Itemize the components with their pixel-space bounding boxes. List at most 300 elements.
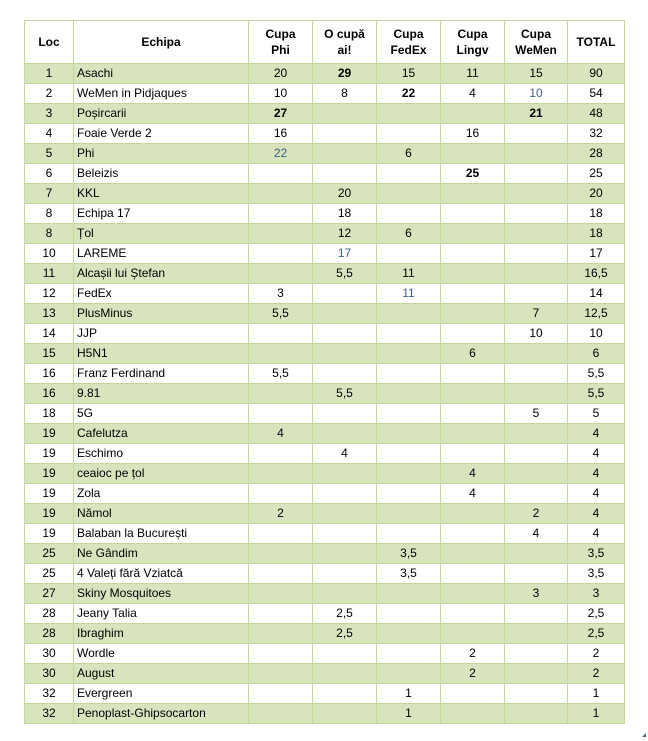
total-cell: 17 (568, 244, 625, 264)
o-cupa-ai-score-cell: 5,5 (313, 264, 377, 284)
cupa-lingv-score-cell: 11 (441, 64, 505, 84)
cupa-fedex-score-cell (377, 424, 441, 444)
rank-cell: 25 (25, 544, 74, 564)
cupa-phi-score-cell (249, 704, 313, 724)
o-cupa-ai-score-cell: 8 (313, 84, 377, 104)
rank-cell: 12 (25, 284, 74, 304)
cupa-phi-score-cell (249, 264, 313, 284)
team-name-cell: 4 Valeți fără Vziatcă (74, 564, 249, 584)
cupa-lingv-score-cell (441, 244, 505, 264)
cupa-phi-score-cell: 3 (249, 284, 313, 304)
o-cupa-ai-score-cell: 2,5 (313, 624, 377, 644)
table-row (25, 524, 625, 544)
header-total: TOTAL (568, 21, 625, 64)
cupa-lingv-score-cell (441, 564, 505, 584)
cupa-lingv-score-cell: 25 (441, 164, 505, 184)
table-row (25, 64, 625, 84)
cupa-fedex-score-cell (377, 204, 441, 224)
header-cupa-lingv (441, 21, 505, 64)
cupa-wemen-score-cell (505, 544, 568, 564)
o-cupa-ai-score-cell (313, 424, 377, 444)
cupa-wemen-score-cell (505, 444, 568, 464)
rank-cell: 25 (25, 564, 74, 584)
rank-cell: 18 (25, 404, 74, 424)
rank-cell: 30 (25, 664, 74, 684)
cupa-fedex-score-cell (377, 464, 441, 484)
total-cell: 14 (568, 284, 625, 304)
cupa-fedex-score-cell: 22 (377, 84, 441, 104)
header-cupa-wemen (505, 21, 568, 64)
cupa-phi-score-cell (249, 524, 313, 544)
table-row (25, 324, 625, 344)
total-cell: 54 (568, 84, 625, 104)
cupa-lingv-score-cell: 16 (441, 124, 505, 144)
team-name-cell: 9.81 (74, 384, 249, 404)
o-cupa-ai-score-cell (313, 664, 377, 684)
o-cupa-ai-score-cell (313, 404, 377, 424)
rank-cell: 19 (25, 444, 74, 464)
cupa-lingv-score-cell (441, 444, 505, 464)
rank-cell: 19 (25, 484, 74, 504)
cupa-phi-score-cell: 22 (249, 144, 313, 164)
cupa-lingv-score-cell: 2 (441, 664, 505, 684)
cupa-phi-score-cell (249, 404, 313, 424)
rank-cell: 6 (25, 164, 74, 184)
team-name-cell: Ibraghim (74, 624, 249, 644)
standings-body (25, 64, 625, 724)
table-row (25, 404, 625, 424)
o-cupa-ai-score-cell: 17 (313, 244, 377, 264)
total-cell: 4 (568, 524, 625, 544)
o-cupa-ai-score-cell (313, 564, 377, 584)
cupa-fedex-score-cell: 11 (377, 264, 441, 284)
total-cell: 12,5 (568, 304, 625, 324)
cupa-fedex-score-cell (377, 364, 441, 384)
team-name-cell: Asachi (74, 64, 249, 84)
rank-cell: 28 (25, 604, 74, 624)
total-cell: 3,5 (568, 544, 625, 564)
cupa-phi-score-cell: 16 (249, 124, 313, 144)
table-row (25, 544, 625, 564)
cupa-lingv-score-cell (441, 384, 505, 404)
table-row (25, 584, 625, 604)
cupa-wemen-score-cell: 4 (505, 524, 568, 544)
table-row (25, 344, 625, 364)
team-name-cell: JJP (74, 324, 249, 344)
cupa-phi-score-cell (249, 644, 313, 664)
cupa-wemen-score-cell (505, 344, 568, 364)
o-cupa-ai-score-cell (313, 344, 377, 364)
total-cell: 32 (568, 124, 625, 144)
cupa-fedex-score-cell: 15 (377, 64, 441, 84)
table-row (25, 124, 625, 144)
o-cupa-ai-score-cell (313, 144, 377, 164)
cupa-phi-score-cell (249, 384, 313, 404)
cupa-fedex-score-cell: 11 (377, 284, 441, 304)
cupa-lingv-score-cell: 4 (441, 464, 505, 484)
team-name-cell: Jeany Talia (74, 604, 249, 624)
cupa-lingv-score-cell (441, 324, 505, 344)
team-name-cell: H5N1 (74, 344, 249, 364)
header-line: Cupa (265, 27, 296, 41)
header-o-cupa-ai (313, 21, 377, 64)
cupa-wemen-score-cell (505, 204, 568, 224)
cupa-phi-score-cell (249, 184, 313, 204)
cupa-fedex-score-cell: 6 (377, 144, 441, 164)
o-cupa-ai-score-cell: 29 (313, 64, 377, 84)
cupa-wemen-score-cell: 7 (505, 304, 568, 324)
o-cupa-ai-score-cell (313, 704, 377, 724)
total-cell: 4 (568, 444, 625, 464)
cupa-wemen-score-cell (505, 424, 568, 444)
table-row (25, 224, 625, 244)
cupa-wemen-score-cell (505, 364, 568, 384)
header-line: WeMen (515, 43, 557, 57)
o-cupa-ai-score-cell (313, 284, 377, 304)
table-row (25, 564, 625, 584)
header-line: ai! (337, 43, 352, 57)
cupa-lingv-score-cell (441, 204, 505, 224)
cupa-phi-score-cell (249, 604, 313, 624)
cupa-phi-score-cell (249, 224, 313, 244)
rank-cell: 3 (25, 104, 74, 124)
o-cupa-ai-score-cell (313, 684, 377, 704)
table-row (25, 504, 625, 524)
header-line: Cupa (457, 27, 488, 41)
cupa-wemen-score-cell (505, 664, 568, 684)
cupa-lingv-score-cell: 4 (441, 84, 505, 104)
cupa-fedex-score-cell (377, 164, 441, 184)
cupa-phi-score-cell: 4 (249, 424, 313, 444)
cupa-wemen-score-cell (505, 484, 568, 504)
total-cell: 2,5 (568, 624, 625, 644)
o-cupa-ai-score-cell (313, 324, 377, 344)
cupa-phi-score-cell: 2 (249, 504, 313, 524)
cupa-lingv-score-cell (441, 104, 505, 124)
cupa-fedex-score-cell: 3,5 (377, 544, 441, 564)
table-row (25, 704, 625, 724)
cupa-fedex-score-cell (377, 644, 441, 664)
rank-cell: 8 (25, 224, 74, 244)
total-cell: 5,5 (568, 384, 625, 404)
team-name-cell: Ne Gândim (74, 544, 249, 564)
cupa-lingv-score-cell (441, 424, 505, 444)
cupa-fedex-score-cell: 6 (377, 224, 441, 244)
cupa-fedex-score-cell (377, 104, 441, 124)
rank-cell: 19 (25, 504, 74, 524)
cupa-wemen-score-cell (505, 264, 568, 284)
o-cupa-ai-score-cell (313, 524, 377, 544)
total-cell: 90 (568, 64, 625, 84)
cupa-wemen-score-cell (505, 144, 568, 164)
cupa-wemen-score-cell (505, 184, 568, 204)
rank-cell: 2 (25, 84, 74, 104)
cupa-phi-score-cell (249, 464, 313, 484)
total-cell: 4 (568, 484, 625, 504)
team-name-cell: FedEx (74, 284, 249, 304)
total-cell: 3,5 (568, 564, 625, 584)
cupa-phi-score-cell (249, 584, 313, 604)
rank-cell: 8 (25, 204, 74, 224)
team-name-cell: Wordle (74, 644, 249, 664)
rank-cell: 5 (25, 144, 74, 164)
cupa-fedex-score-cell (377, 404, 441, 424)
cupa-lingv-score-cell (441, 184, 505, 204)
team-name-cell: Cafelutza (74, 424, 249, 444)
team-name-cell: Beleizis (74, 164, 249, 184)
rank-cell: 19 (25, 524, 74, 544)
team-name-cell: Skiny Mosquitoes (74, 584, 249, 604)
rank-cell: 1 (25, 64, 74, 84)
total-cell: 25 (568, 164, 625, 184)
o-cupa-ai-score-cell (313, 464, 377, 484)
table-row (25, 304, 625, 324)
rank-cell: 32 (25, 704, 74, 724)
total-cell: 6 (568, 344, 625, 364)
total-cell: 4 (568, 424, 625, 444)
header-line: Cupa (393, 27, 424, 41)
o-cupa-ai-score-cell (313, 504, 377, 524)
team-name-cell: LAREME (74, 244, 249, 264)
team-name-cell: Phi (74, 144, 249, 164)
standings-table (24, 20, 625, 724)
total-cell: 2 (568, 644, 625, 664)
rank-cell: 32 (25, 684, 74, 704)
rank-cell: 19 (25, 464, 74, 484)
table-row (25, 464, 625, 484)
team-name-cell: Foaie Verde 2 (74, 124, 249, 144)
o-cupa-ai-score-cell (313, 364, 377, 384)
table-row (25, 684, 625, 704)
cupa-phi-score-cell: 5,5 (249, 304, 313, 324)
total-cell: 2,5 (568, 604, 625, 624)
cupa-fedex-score-cell (377, 324, 441, 344)
header-cupa-phi (249, 21, 313, 64)
cupa-lingv-score-cell (441, 604, 505, 624)
cupa-wemen-score-cell: 21 (505, 104, 568, 124)
cupa-wemen-score-cell: 10 (505, 84, 568, 104)
rank-cell: 28 (25, 624, 74, 644)
cupa-wemen-score-cell (505, 604, 568, 624)
cupa-lingv-score-cell: 4 (441, 484, 505, 504)
cupa-wemen-score-cell (505, 644, 568, 664)
cupa-fedex-score-cell (377, 304, 441, 324)
table-row (25, 284, 625, 304)
cupa-fedex-score-cell (377, 344, 441, 364)
o-cupa-ai-score-cell (313, 544, 377, 564)
o-cupa-ai-score-cell (313, 484, 377, 504)
total-cell: 3 (568, 584, 625, 604)
cupa-lingv-score-cell: 6 (441, 344, 505, 364)
table-row (25, 164, 625, 184)
team-name-cell: Evergreen (74, 684, 249, 704)
table-row (25, 244, 625, 264)
cupa-phi-score-cell: 10 (249, 84, 313, 104)
cupa-fedex-score-cell: 3,5 (377, 564, 441, 584)
table-row (25, 364, 625, 384)
cupa-fedex-score-cell (377, 484, 441, 504)
cupa-fedex-score-cell (377, 604, 441, 624)
team-name-cell: KKL (74, 184, 249, 204)
cupa-fedex-score-cell (377, 444, 441, 464)
o-cupa-ai-score-cell: 18 (313, 204, 377, 224)
header-line: Phi (271, 43, 290, 57)
cupa-phi-score-cell (249, 684, 313, 704)
cupa-phi-score-cell (249, 624, 313, 644)
team-name-cell: Franz Ferdinand (74, 364, 249, 384)
table-row (25, 664, 625, 684)
o-cupa-ai-score-cell: 5,5 (313, 384, 377, 404)
rank-cell: 4 (25, 124, 74, 144)
total-cell: 16,5 (568, 264, 625, 284)
rank-cell: 11 (25, 264, 74, 284)
resize-handle-icon (642, 733, 646, 737)
cupa-lingv-score-cell (441, 524, 505, 544)
cupa-wemen-score-cell (505, 164, 568, 184)
o-cupa-ai-score-cell: 20 (313, 184, 377, 204)
team-name-cell: Balaban la București (74, 524, 249, 544)
o-cupa-ai-score-cell: 12 (313, 224, 377, 244)
cupa-lingv-score-cell (441, 624, 505, 644)
total-cell: 18 (568, 224, 625, 244)
total-cell: 48 (568, 104, 625, 124)
cupa-wemen-score-cell (505, 684, 568, 704)
cupa-wemen-score-cell: 5 (505, 404, 568, 424)
cupa-fedex-score-cell (377, 504, 441, 524)
team-name-cell: August (74, 664, 249, 684)
o-cupa-ai-score-cell (313, 104, 377, 124)
table-row (25, 444, 625, 464)
cupa-phi-score-cell (249, 564, 313, 584)
cupa-wemen-score-cell (505, 564, 568, 584)
table-row (25, 104, 625, 124)
total-cell: 18 (568, 204, 625, 224)
cupa-wemen-score-cell (505, 624, 568, 644)
total-cell: 10 (568, 324, 625, 344)
team-name-cell: Țol (74, 224, 249, 244)
table-row (25, 264, 625, 284)
o-cupa-ai-score-cell: 4 (313, 444, 377, 464)
rank-cell: 7 (25, 184, 74, 204)
team-name-cell: Zola (74, 484, 249, 504)
team-name-cell: Alcașii lui Ștefan (74, 264, 249, 284)
header-row (25, 21, 625, 64)
cupa-wemen-score-cell (505, 284, 568, 304)
header-line: Cupa (521, 27, 551, 41)
rank-cell: 16 (25, 364, 74, 384)
cupa-lingv-score-cell (441, 544, 505, 564)
total-cell: 5,5 (568, 364, 625, 384)
rank-cell: 19 (25, 424, 74, 444)
cupa-phi-score-cell (249, 664, 313, 684)
rank-cell: 30 (25, 644, 74, 664)
cupa-fedex-score-cell (377, 184, 441, 204)
cupa-wemen-score-cell: 2 (505, 504, 568, 524)
cupa-fedex-score-cell (377, 244, 441, 264)
standings-sheet (24, 20, 625, 724)
team-name-cell: WeMen in Pidjaques (74, 84, 249, 104)
total-cell: 1 (568, 704, 625, 724)
cupa-fedex-score-cell (377, 524, 441, 544)
team-name-cell: Poșircarii (74, 104, 249, 124)
table-row (25, 624, 625, 644)
rank-cell: 10 (25, 244, 74, 264)
cupa-wemen-score-cell (505, 704, 568, 724)
cupa-phi-score-cell (249, 544, 313, 564)
team-name-cell: Eschimo (74, 444, 249, 464)
cupa-wemen-score-cell: 10 (505, 324, 568, 344)
cupa-wemen-score-cell (505, 224, 568, 244)
table-row (25, 384, 625, 404)
cupa-fedex-score-cell: 1 (377, 684, 441, 704)
team-name-cell: PlusMinus (74, 304, 249, 324)
rank-cell: 14 (25, 324, 74, 344)
cupa-fedex-score-cell (377, 624, 441, 644)
cupa-wemen-score-cell (505, 124, 568, 144)
cupa-lingv-score-cell: 2 (441, 644, 505, 664)
cupa-phi-score-cell: 20 (249, 64, 313, 84)
header-line: FedEx (390, 43, 427, 57)
cupa-lingv-score-cell (441, 584, 505, 604)
cupa-phi-score-cell (249, 444, 313, 464)
rank-cell: 16 (25, 384, 74, 404)
cupa-fedex-score-cell (377, 384, 441, 404)
o-cupa-ai-score-cell (313, 124, 377, 144)
cupa-phi-score-cell (249, 484, 313, 504)
cupa-phi-score-cell (249, 164, 313, 184)
team-name-cell: Echipa 17 (74, 204, 249, 224)
cupa-lingv-score-cell (441, 504, 505, 524)
total-cell: 5 (568, 404, 625, 424)
table-row (25, 204, 625, 224)
cupa-lingv-score-cell (441, 684, 505, 704)
cupa-lingv-score-cell (441, 224, 505, 244)
cupa-fedex-score-cell (377, 664, 441, 684)
cupa-wemen-score-cell (505, 464, 568, 484)
table-row (25, 644, 625, 664)
total-cell: 4 (568, 464, 625, 484)
team-name-cell: 5G (74, 404, 249, 424)
cupa-lingv-score-cell (441, 144, 505, 164)
o-cupa-ai-score-cell (313, 644, 377, 664)
cupa-lingv-score-cell (441, 404, 505, 424)
total-cell: 2 (568, 664, 625, 684)
cupa-fedex-score-cell (377, 584, 441, 604)
rank-cell: 15 (25, 344, 74, 364)
cupa-lingv-score-cell (441, 304, 505, 324)
cupa-lingv-score-cell (441, 704, 505, 724)
header-line: Lingv (456, 43, 489, 57)
cupa-lingv-score-cell (441, 364, 505, 384)
cupa-wemen-score-cell: 15 (505, 64, 568, 84)
o-cupa-ai-score-cell: 2,5 (313, 604, 377, 624)
rank-cell: 13 (25, 304, 74, 324)
cupa-phi-score-cell (249, 244, 313, 264)
cupa-phi-score-cell (249, 344, 313, 364)
o-cupa-ai-score-cell (313, 584, 377, 604)
table-row (25, 144, 625, 164)
total-cell: 1 (568, 684, 625, 704)
header-line: O cupă (324, 27, 365, 41)
cupa-fedex-score-cell (377, 124, 441, 144)
cupa-lingv-score-cell (441, 284, 505, 304)
table-row (25, 84, 625, 104)
total-cell: 28 (568, 144, 625, 164)
rank-cell: 27 (25, 584, 74, 604)
cupa-lingv-score-cell (441, 264, 505, 284)
cupa-fedex-score-cell: 1 (377, 704, 441, 724)
header-loc: Loc (25, 21, 74, 64)
